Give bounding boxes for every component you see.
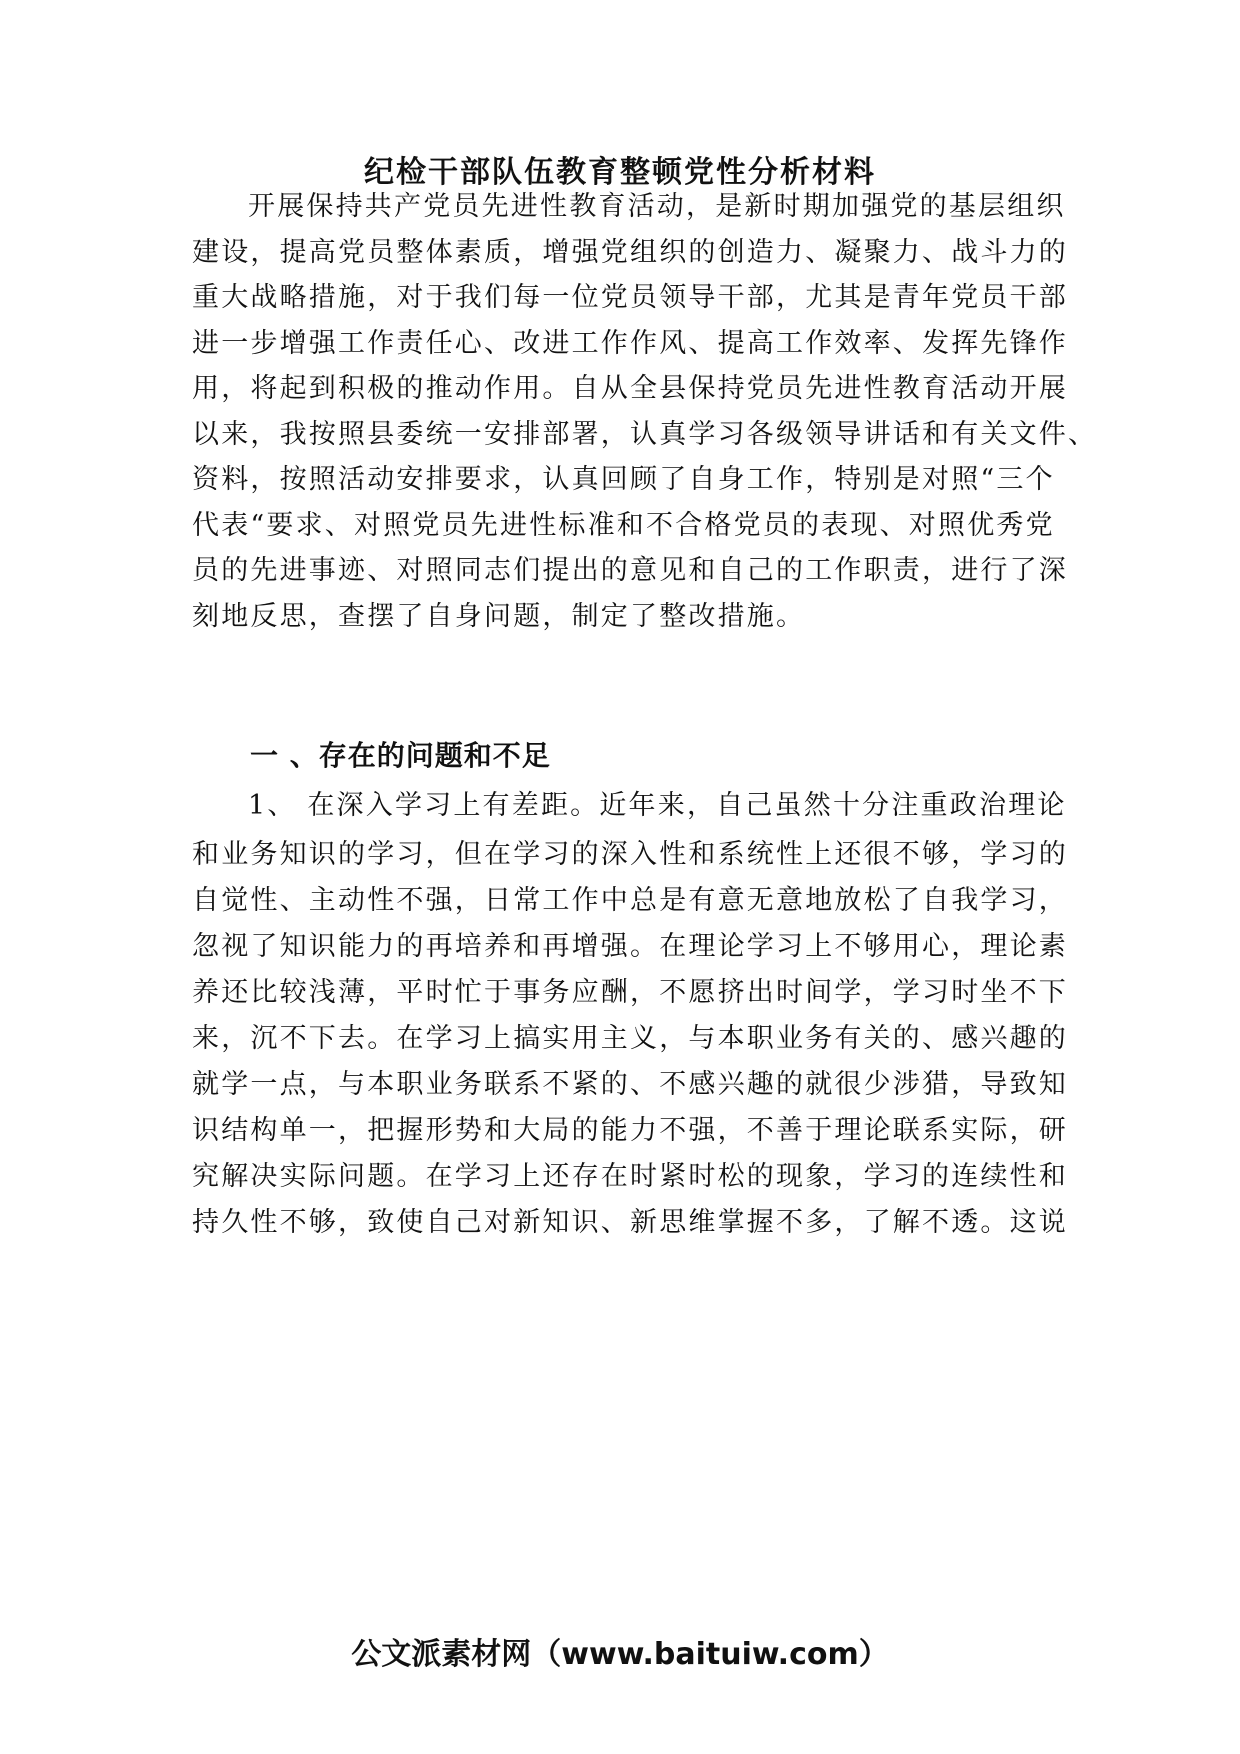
section-heading: 一 、存在的问题和不足 [250,739,551,772]
section1-line-6: 来，沉不下去。在学习上搞实用主义，与本职业务有关的、感兴趣的 [192,1023,1068,1054]
intro-line-2: 建设，提高党员整体素质，增强党组织的创造力、凝聚力、战斗力的 [192,237,1068,268]
section1-line-10: 持久性不够，致使自己对新知识、新思维掌握不多，了解不透。这说 [192,1207,1068,1238]
section1-line-4: 忽视了知识能力的再培养和再增强。在理论学习上不够用心，理论素 [192,931,1068,962]
section1-line-5: 养还比较浅薄，平时忙于事务应酬，不愿挤出时间学，学习时坐不下 [192,977,1068,1008]
section1-line-7: 就学一点，与本职业务联系不紧的、不感兴趣的就很少涉猎，导致知 [192,1069,1068,1100]
document-title: 纪检干部队伍教育整顿党性分析材料 [364,155,876,190]
intro-line-8: 代表“要求、对照党员先进性标准和不合格党员的表现、对照优秀党 [192,510,1055,541]
section1-line-3: 自觉性、主动性不强，日常工作中总是有意无意地放松了自我学习， [192,885,1068,916]
section1-line-8: 识结构单一，把握形势和大局的能力不强，不善于理论联系实际，研 [192,1115,1068,1146]
intro-line-10: 刻地反思，查摆了自身问题，制定了整改措施。 [192,601,806,632]
intro-line-3: 重大战略措施，对于我们每一位党员领导干部，尤其是青年党员干部 [192,282,1068,313]
section1-line-2: 和业务知识的学习，但在学习的深入性和系统性上还很不够，学习的 [192,839,1068,870]
intro-line-9: 员的先进事迹、对照同志们提出的意见和自己的工作职责，进行了深 [192,555,1068,586]
section1-line-9: 究解决实际问题。在学习上还存在时紧时松的现象，学习的连续性和 [192,1161,1068,1192]
intro-line-6: 以来，我按照县委统一安排部署，认真学习各级领导讲话和有关文件、 [192,419,1098,450]
intro-line-7: 资料，按照活动安排要求，认真回顾了自身工作，特别是对照“三个 [192,464,1055,495]
footer-website: 公文派素材网（www.baituiw.com） [351,1637,889,1672]
section1-line-1: 1、 在深入学习上有差距。近年来，自己虽然十分注重政治理论 [248,790,1067,821]
intro-line-5: 用，将起到积极的推动作用。自从全县保持党员先进性教育活动开展 [192,373,1068,404]
intro-line-4: 进一步增强工作责任心、改进工作作风、提高工作效率、发挥先锋作 [192,328,1068,359]
intro-line-1: 开展保持共产党员先进性教育活动，是新时期加强党的基层组织 [248,191,1066,222]
